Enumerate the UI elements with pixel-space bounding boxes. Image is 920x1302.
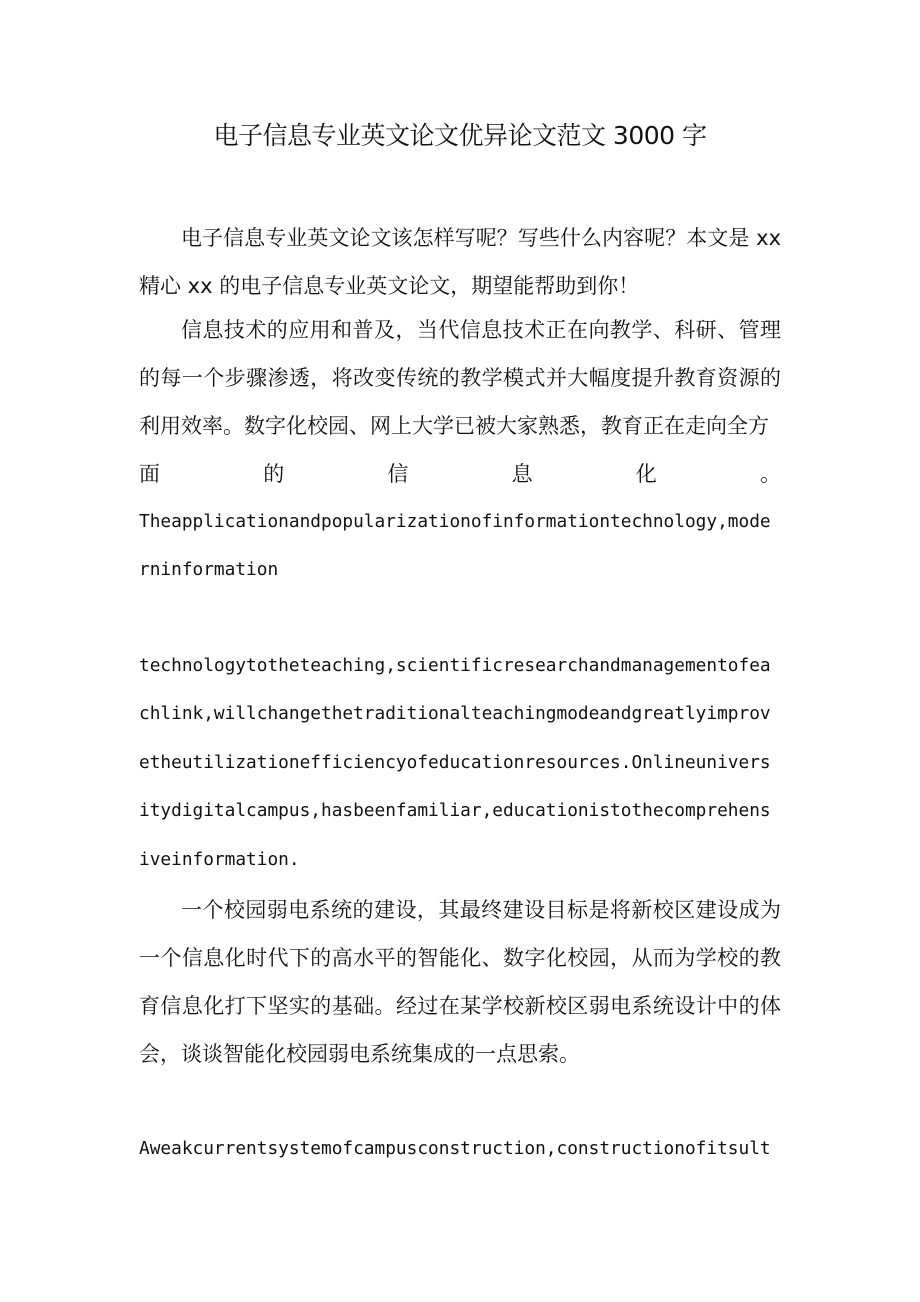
tail-char: 息 (511, 462, 533, 486)
paragraph-2-english: Aweakcurrentsystemofcampusconstruction,constructionofitsult (139, 1138, 771, 1159)
paragraph-1-english-b: technologytotheteaching,scientificresearchandmanagementofeachlink,willchangethetraditionalteachingmodeandgreatlyimprovetheutilizationefficiencyofeducationresources.Onlineuniversitydigitalcampus,hasbeenfamiliar,educationistothecomprehensiveinformation. (139, 655, 771, 870)
tail-char: 的 (263, 462, 285, 486)
paragraph-2-chinese: 一个校园弱电系统的建设，其最终建设目标是将新校区建设成为一个信息化时代下的高水平的智能化、数字化校园，从而为学校的教育信息化打下坚实的基础。经过在某学校新校区弱电系统设计中的体会，谈谈智能化校园弱电系统集成的一点思索。 (139, 898, 781, 1066)
paragraph-1-english-a: Theapplicationandpopularizationofinformationtechnology,moderninformation (139, 511, 771, 581)
paragraph-1-chinese: 信息技术的应用和普及，当代信息技术正在向教学、科研、管理的每一个步骤渗透，将改变传统的教学模式并大幅度提升教育资源的利用效率。数字化校园、网上大学已被大家熟悉，教育正在走向全方 (139, 318, 781, 438)
tail-char: 。 (759, 462, 781, 486)
tail-char: 信 (387, 462, 409, 486)
paragraph-1-tail-line (139, 450, 781, 498)
document-title: 电子信息专业英文论文优异论文范文 3000 字 (213, 121, 707, 150)
tail-char: 化 (635, 462, 657, 486)
intro-paragraph: 电子信息专业英文论文该怎样写呢？写些什么内容呢？本文是 xx 精心 xx 的电子信息专业英文论文，期望能帮助到你！ (139, 226, 781, 298)
tail-char: 面 (139, 462, 160, 486)
